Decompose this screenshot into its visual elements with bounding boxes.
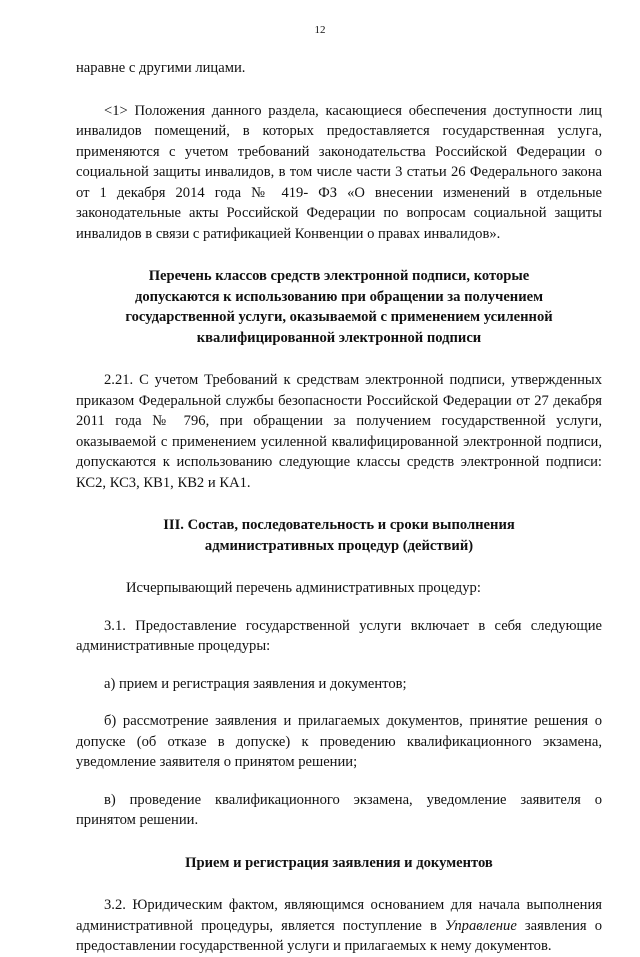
paragraph-3-2-text-start: 3.2. Юридическим фактом, являющимся основанием для начала выполнения административной процедуры, является поступление в	[76, 897, 602, 934]
paragraph-3-2	[76, 895, 602, 957]
paragraph-3-2-italic: Управление	[444, 917, 517, 934]
paragraph-continuation: наравне с другими лицами.	[76, 60, 246, 76]
section-heading-iii	[76, 515, 602, 556]
section-heading-iii-line2: административных процедур (действий)	[204, 537, 474, 554]
section-heading-reception: Прием и регистрация заявления и документов	[185, 854, 493, 871]
footnote-paragraph: <1> Положения данного раздела, касающиеся обеспечения доступности лиц инвалидов помещений, в которых предоставляется государственная услуга, применяются с учетом требований законодательства Российской Федерации о социальной защиты инвалидов, в том числе части 3 статьи 26 Федерального закона от 1 декабря 2014 года № 419- ФЗ «О внесении изменений в отдельные законодательные акты Российской Федерации по вопросам социальной защиты инвалидов в связи с ратификацией Конвенции о правах инвалидов».	[76, 102, 602, 242]
paragraph-2-21: 2.21. С учетом Требований к средствам электронной подписи, утвержденных приказом Федеральной службы безопасности Российской Федерации от 27 декабря 2011 года № 796, при обращении за получением государственной услуги, оказываемой с применением усиленной квалифицированной электронной подписи, допускаются к использованию следующие классы средств электронной подписи: КС2, КС3, КВ1, КВ2 и КА1.	[76, 372, 602, 491]
document-body	[76, 58, 602, 957]
section-heading-signature-classes: Перечень классов средств электронной подписи, которые допускаются к использованию при обращении за получением государственной услуги, оказываемой с применением усиленной квалифицированной электронной подписи	[125, 268, 553, 346]
page-number: 12	[314, 24, 326, 36]
list-item-v: в) проведение квалификационного экзамена, уведомление заявителя о принятом решении.	[76, 791, 602, 828]
paragraph-3-1: 3.1. Предоставление государственной услуги включает в себя следующие административные процедуры:	[76, 617, 602, 654]
list-item-b: б) рассмотрение заявления и прилагаемых документов, принятие решения о допуске (об отказе в допуске) к проведению квалификационного экзамена, уведомление заявителя о принятом решении;	[76, 713, 602, 770]
paragraph-procedures-intro: Исчерпывающий перечень административных процедур:	[126, 580, 481, 596]
list-item-a: а) прием и регистрация заявления и документов;	[104, 675, 407, 692]
paragraph-3-2-text-end: заявления о предоставлении государственной услуги и прилагаемых к нему документов.	[76, 917, 602, 954]
section-heading-iii-line1: III. Состав, последовательность и сроки выполнения	[163, 517, 515, 533]
